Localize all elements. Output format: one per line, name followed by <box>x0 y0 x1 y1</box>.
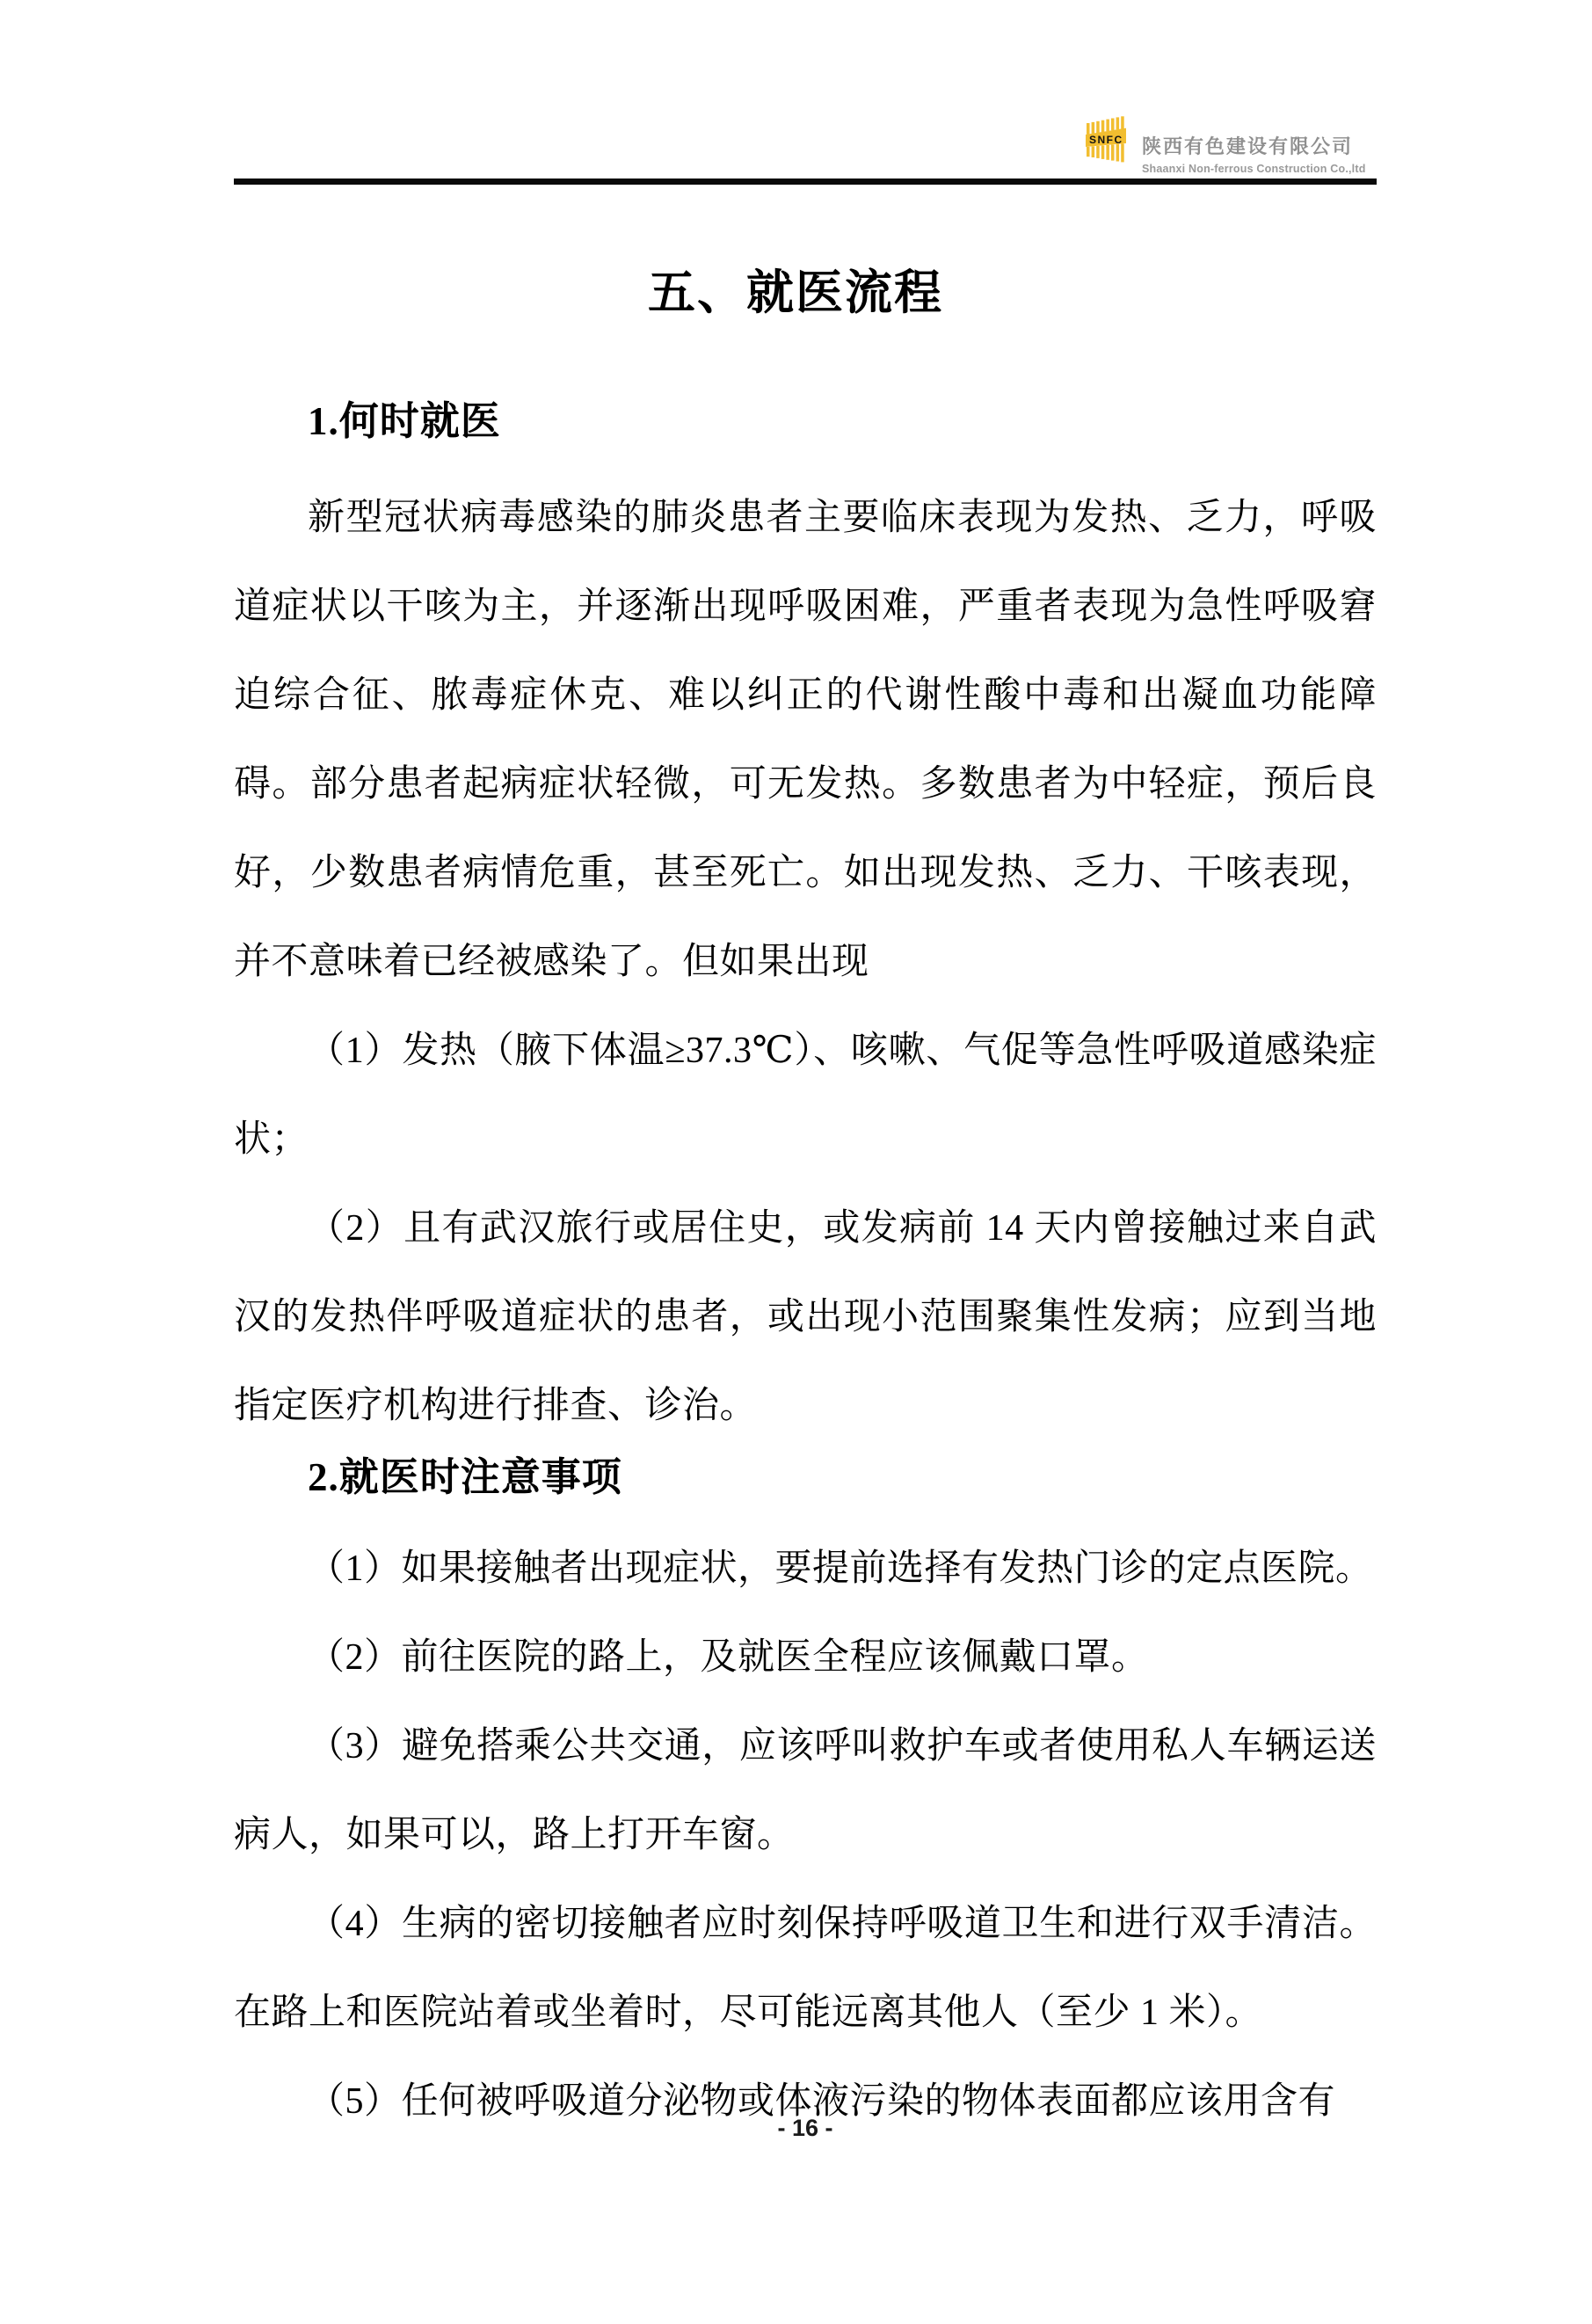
snfc-logo-icon <box>1086 114 1126 165</box>
page-header <box>1086 114 1366 175</box>
header-divider-rule <box>234 178 1377 185</box>
section-2-item-1: （1）如果接触者出现症状，要提前选择有发热门诊的定点医院。 <box>308 1548 1373 1589</box>
company-name-zh: 陕西有色建设有限公司 <box>1142 135 1354 157</box>
section-1-paragraph-3: （2）且有武汉旅行或居住史，或发病前 14 天内曾接触过来自武汉的发热伴呼吸道症状的患者，或出现小范围聚集性发病；应到当地指定医疗机构进行排查、诊治。 <box>234 1208 1377 1426</box>
company-name-en: Shaanxi Non-ferrous Construction Co.,ltd <box>1142 163 1366 175</box>
section-1-heading: 1.何时就医 <box>308 399 501 443</box>
snfc-logo-acronym: SNFC <box>1089 134 1123 146</box>
section-2-item-3: （3）避免搭乘公共交通，应该呼叫救护车或者使用私人车辆运送病人，如果可以，路上打开车窗。 <box>234 1726 1377 1855</box>
section-2-item-4: （4）生病的密切接触者应时刻保持呼吸道卫生和进行双手清洁。在路上和医院站着或坐着时，尽可能远离其他人（至少 1 米）。 <box>234 1904 1377 2033</box>
section-2-item-5: （5）任何被呼吸道分泌物或体液污染的物体表面都应该用含有 <box>308 2081 1336 2122</box>
document-body <box>234 266 1377 2146</box>
page-number: - 16 - <box>777 2115 833 2141</box>
section-2-heading: 2.就医时注意事项 <box>308 1455 622 1499</box>
section-2-item-2: （2）前往医院的路上，及就医全程应该佩戴口罩。 <box>308 1637 1149 1678</box>
section-1-paragraph-1: 新型冠状病毒感染的肺炎患者主要临床表现为发热、乏力，呼吸道症状以干咳为主，并逐渐出现呼吸困难，严重者表现为急性呼吸窘迫综合征、脓毒症休克、难以纠正的代谢性酸中毒和出凝血功能障碍。部分患者起病症状轻微，可无发热。多数患者为中轻症，预后良好，少数患者病情危重，甚至死亡。如出现发热、乏力、干咳表现，并不意味着已经被感染了。但如果出现 <box>234 498 1377 982</box>
company-name-block <box>1142 132 1366 175</box>
section-1-paragraph-2: （1）发热（腋下体温≥37.3℃）、咳嗽、气促等急性呼吸道感染症状； <box>234 1031 1377 1160</box>
page-title: 五、就医流程 <box>648 266 943 319</box>
